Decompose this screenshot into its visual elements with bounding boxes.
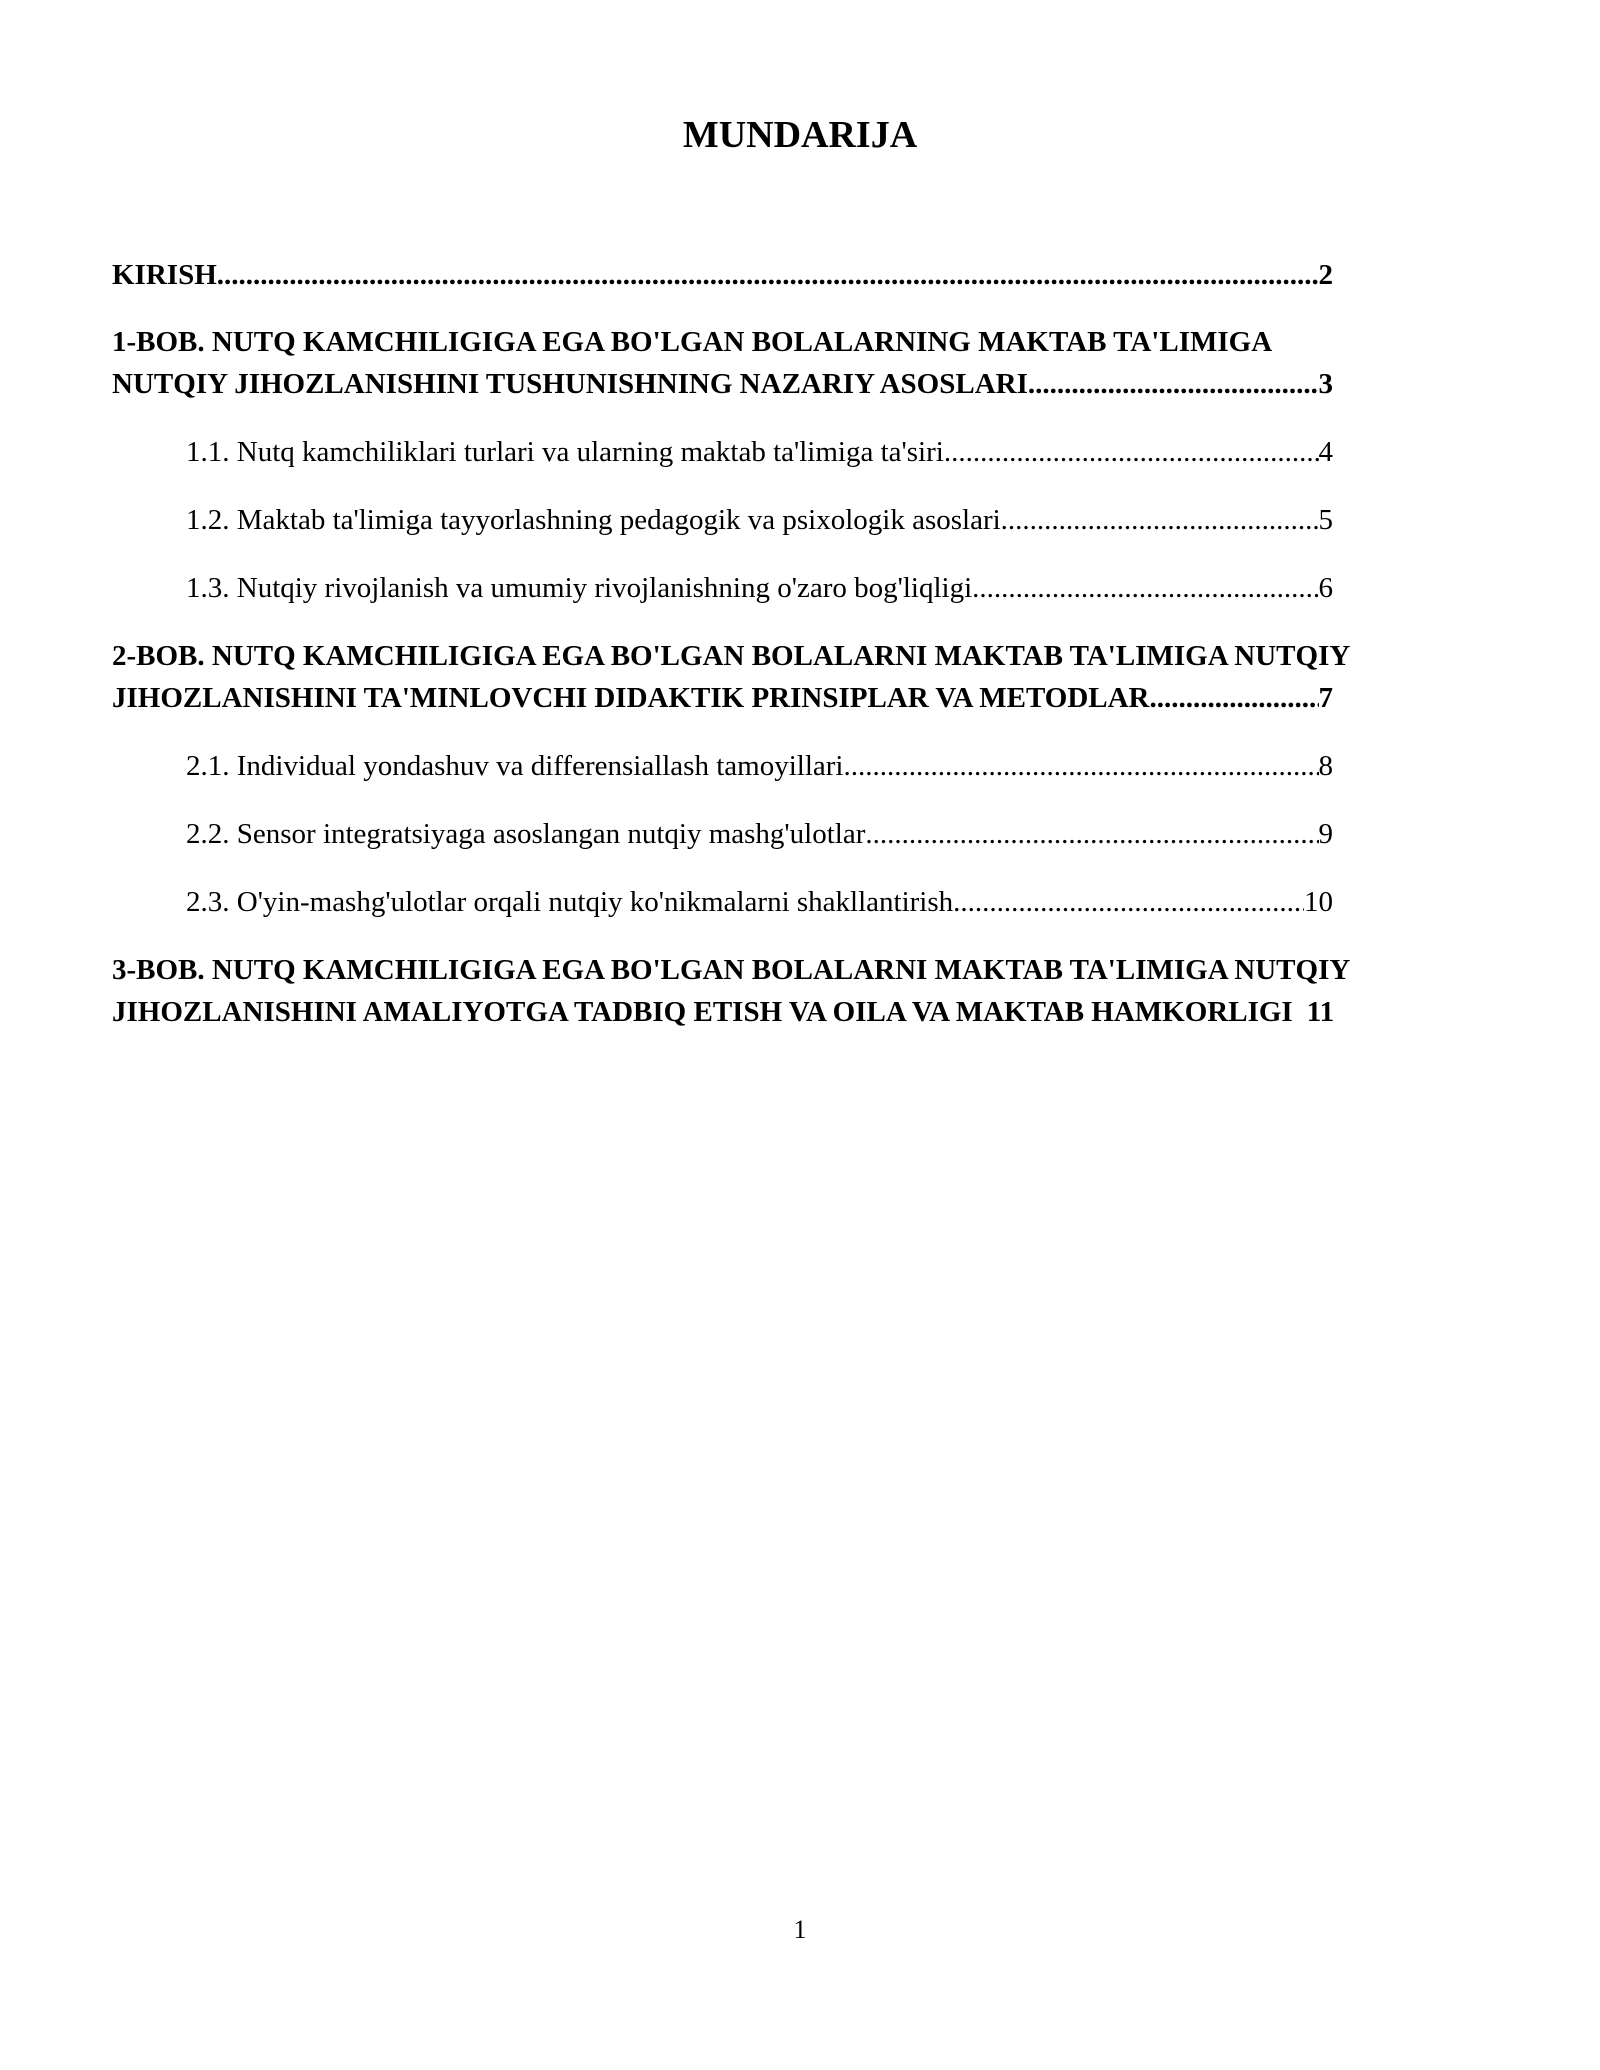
toc-leader-line: [186, 881, 1333, 923]
toc-leader-line: [186, 813, 1333, 855]
toc-leader-line: [112, 254, 1333, 296]
dot-leader: [944, 431, 1319, 473]
toc-entry-chapter-3[interactable]: [112, 949, 1472, 1033]
dot-leader: [1028, 363, 1319, 405]
toc-entry-section-1-1[interactable]: [186, 431, 1472, 473]
toc-page-number: 11: [1306, 996, 1335, 1028]
toc-entry-text-line2: NUTQIY JIHOZLANISHINI TUSHUNISHNING NAZARIY ASOSLARI: [112, 368, 1028, 400]
toc-leader-line: [112, 363, 1333, 405]
dot-leader: [865, 813, 1318, 855]
toc-entry-text: 2.3. O'yin-mashg'ulotlar orqali nutqiy ko'nikmalarni shakllantirish: [186, 886, 954, 918]
toc-page-number: 8: [1318, 750, 1333, 782]
table-of-contents: [112, 254, 1472, 1033]
toc-entry-intro[interactable]: [112, 254, 1472, 296]
toc-page-number: 4: [1318, 436, 1333, 468]
toc-entry-text: KIRISH: [112, 259, 217, 291]
dot-leader: [1001, 499, 1319, 541]
toc-entry-section-2-3[interactable]: [186, 881, 1472, 923]
toc-entry-section-1-3[interactable]: [186, 567, 1472, 609]
toc-entry-text-line2-text: JIHOZLANISHINI AMALIYOTGA TADBIQ ETISH VA OILA VA MAKTAB HAMKORLIGI: [112, 996, 1293, 1028]
toc-entry-chapter-1[interactable]: [112, 321, 1472, 405]
toc-page-number: 10: [1304, 886, 1333, 918]
toc-leader-line: [112, 677, 1333, 719]
dot-leader: [843, 745, 1318, 787]
toc-entry-section-2-2[interactable]: [186, 813, 1472, 855]
toc-entry-text-line2: JIHOZLANISHINI TA'MINLOVCHI DIDAKTIK PRINSIPLAR VA METODLAR: [112, 682, 1150, 714]
toc-leader-line: [186, 745, 1333, 787]
toc-page-number: 7: [1318, 682, 1333, 714]
toc-entry-text-line1: 3-BOB. NUTQ KAMCHILIGIGA EGA BO'LGAN BOLALARNI MAKTAB TA'LIMIGA NUTQIY: [112, 954, 1351, 986]
page-title: MUNDARIJA: [682, 114, 918, 156]
toc-leader-line: [186, 431, 1333, 473]
toc-entry-text: 1.1. Nutq kamchiliklari turlari va ularning maktab ta'limiga ta'siri: [186, 436, 944, 468]
toc-entry-text: 2.1. Individual yondashuv va differensiallash tamoyillari: [186, 750, 844, 782]
toc-page-number: 6: [1318, 572, 1333, 604]
dot-leader: [972, 567, 1318, 609]
toc-entry-text-line1: 1-BOB. NUTQ KAMCHILIGIGA EGA BO'LGAN BOLALARNING MAKTAB TA'LIMIGA: [112, 326, 1273, 358]
toc-entry-text: 2.2. Sensor integratsiyaga asoslangan nutqiy mashg'ulotlar: [186, 818, 866, 850]
toc-entry-text: 1.2. Maktab ta'limiga tayyorlashning pedagogik va psixologik asoslari: [186, 504, 1001, 536]
toc-page-number: 3: [1318, 368, 1333, 400]
dot-leader: [1150, 677, 1319, 719]
toc-entry-text: 1.3. Nutqiy rivojlanish va umumiy rivojlanishning o'zaro bog'liqligi: [186, 572, 973, 604]
toc-page-number: 5: [1318, 504, 1333, 536]
toc-entry-text-line2: [112, 991, 1472, 1033]
dot-leader: [953, 881, 1304, 923]
toc-entry-text-line1: 2-BOB. NUTQ KAMCHILIGIGA EGA BO'LGAN BOLALARNI MAKTAB TA'LIMIGA NUTQIY: [112, 640, 1351, 672]
toc-entry-section-2-1[interactable]: [186, 745, 1472, 787]
toc-entry-chapter-2[interactable]: [112, 635, 1472, 719]
toc-entry-section-1-2[interactable]: [186, 499, 1472, 541]
toc-leader-line: [186, 567, 1333, 609]
toc-page-number: 2: [1318, 259, 1333, 291]
toc-leader-line: [186, 499, 1333, 541]
dot-leader: [217, 254, 1319, 296]
page-number-footer: 1: [793, 1915, 807, 1944]
toc-page-number: 9: [1318, 818, 1333, 850]
